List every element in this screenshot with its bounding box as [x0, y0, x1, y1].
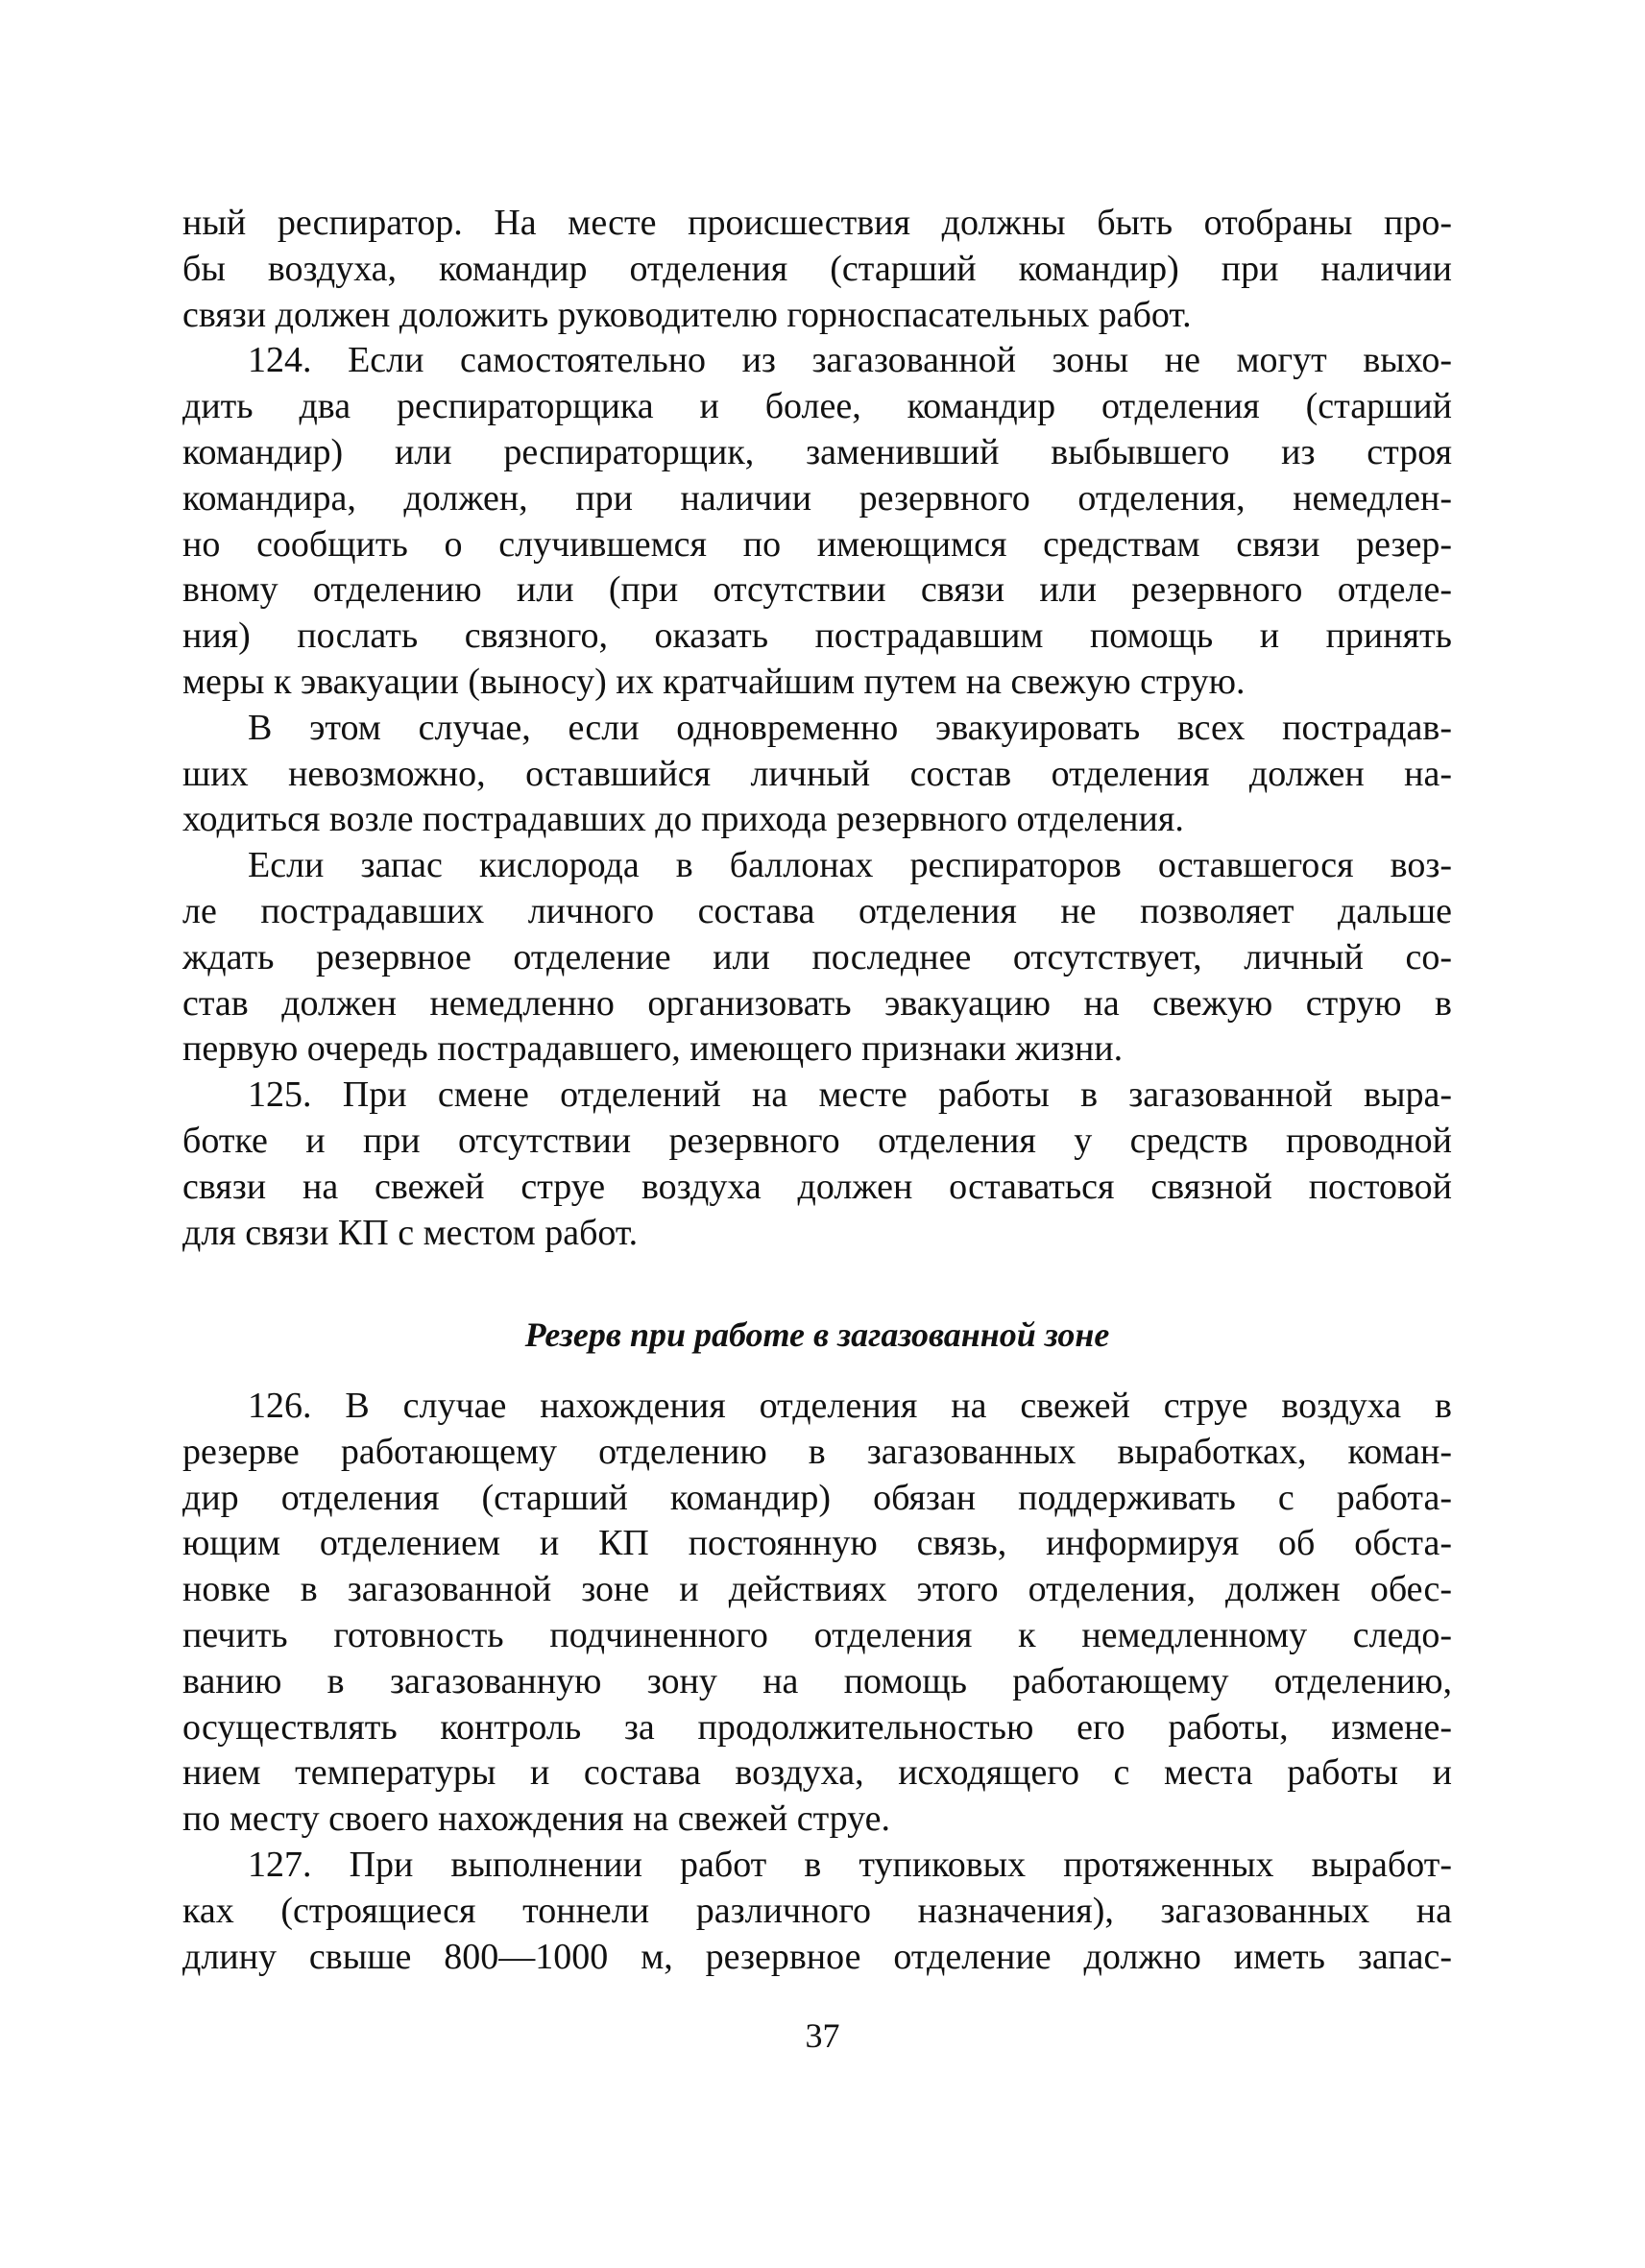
- text-line: дир отделения (старший командир) обязан поддерживать с работа-: [182, 1477, 1452, 1518]
- text-line: ванию в загазованную зону на помощь работающему отделению,: [182, 1660, 1452, 1701]
- text-line: печить готовность подчиненного отделения к немедленному следо-: [182, 1614, 1452, 1655]
- paragraph: [182, 201, 1452, 338]
- section-heading: Резерв при работе в загазованной зоне: [524, 1315, 1110, 1354]
- paragraph: [182, 706, 1452, 843]
- page-number: 37: [805, 2016, 840, 2055]
- text-line: резерве работающему отделению в загазованных выработках, коман-: [182, 1431, 1452, 1472]
- text-line: ших невозможно, оставшийся личный состав отделения должен на-: [182, 753, 1452, 794]
- text-line: командира, должен, при наличии резервного отделения, немедлен-: [182, 477, 1452, 519]
- text-line: по месту своего нахождения на свежей струе.: [182, 1798, 891, 1840]
- paragraph: [182, 843, 1452, 1073]
- text-line: связи на свежей струе воздуха должен оставаться связной постовой: [182, 1166, 1452, 1207]
- text-block-top: [182, 201, 1452, 1256]
- text-line: ходиться возле пострадавших до прихода резервного отделения.: [182, 799, 1184, 840]
- text-line: ный респиратор. На месте происшествия должны быть отобраны про-: [182, 203, 1452, 243]
- text-line: новке в загазованной зоне и действиях этого отделения, должен обес-: [182, 1569, 1452, 1610]
- text-line: командир) или респираторщик, заменивший выбывшего из строя: [182, 431, 1452, 472]
- paragraph: [182, 1073, 1452, 1256]
- text-block-bottom: [182, 1384, 1452, 1980]
- text-line: осуществлять контроль за продолжительностью его работы, измене-: [182, 1706, 1452, 1748]
- text-line: В этом случае, если одновременно эвакуировать всех пострадав-: [248, 707, 1452, 748]
- text-line: нием температуры и состава воздуха, исходящего с места работы и: [182, 1752, 1452, 1794]
- text-line: вному отделению или (при отсутствии связи или резервного отделе-: [182, 569, 1452, 611]
- text-line: но сообщить о случившемся по имеющимся средствам связи резер-: [182, 523, 1452, 565]
- text-line: ния) послать связного, оказать пострадавшим помощь и принять: [182, 615, 1452, 657]
- paragraph: [182, 1384, 1452, 1843]
- text-line: 124. Если самостоятельно из загазованной зоны не могут выхо-: [248, 340, 1452, 381]
- text-line: ждать резервное отделение или последнее отсутствует, личный со-: [182, 936, 1452, 977]
- text-line: для связи КП с местом работ.: [182, 1212, 639, 1253]
- text-line: дить два респираторщика и более, командир отделения (старший: [182, 386, 1452, 427]
- text-line: первую очередь пострадавшего, имеющего признаки жизни.: [182, 1028, 1124, 1070]
- paragraph: [182, 338, 1452, 705]
- text-line: 127. При выполнении работ в тупиковых протяженных выработ-: [248, 1844, 1452, 1885]
- text-line: ках (строящиеся тоннели различного назначения), загазованных на: [182, 1890, 1452, 1931]
- text-line: связи должен доложить руководителю горноспасательных работ.: [182, 294, 1192, 335]
- paragraph: [182, 1843, 1452, 1980]
- text-line: 126. В случае нахождения отделения на свежей струе воздуха в: [248, 1386, 1452, 1426]
- text-line: ющим отделением и КП постоянную связь, информируя об обста-: [182, 1523, 1452, 1564]
- text-line: став должен немедленно организовать эвакуацию на свежую струю в: [182, 982, 1452, 1024]
- text-line: меры к эвакуации (выносу) их кратчайшим путем на свежую струю.: [182, 661, 1246, 702]
- text-line: Если запас кислорода в баллонах респираторов оставшегося воз-: [248, 845, 1452, 886]
- text-line: длину свыше 800—1000 м, резервное отделение должно иметь запас-: [182, 1936, 1452, 1977]
- text-line: ле пострадавших личного состава отделения не позволяет дальше: [182, 890, 1452, 931]
- text-line: бы воздуха, командир отделения (старший командир) при наличии: [182, 248, 1452, 289]
- text-line: ботке и при отсутствии резервного отделения у средств проводной: [182, 1120, 1452, 1161]
- text-line: 125. При смене отделений на месте работы в загазованной выра-: [248, 1074, 1452, 1116]
